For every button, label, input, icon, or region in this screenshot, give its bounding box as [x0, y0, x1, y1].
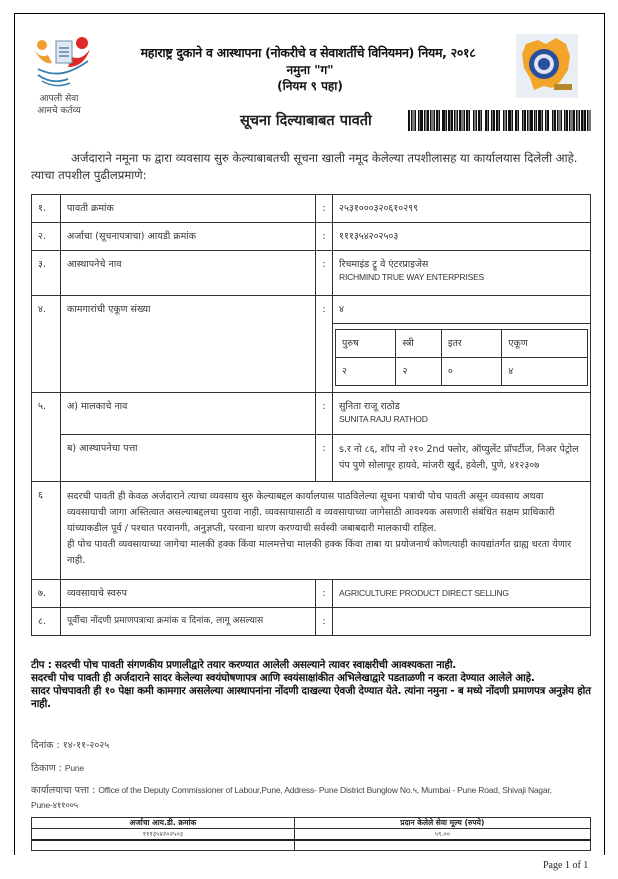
row-number: ८.	[32, 608, 61, 636]
aaple-sarkar-logo-icon	[30, 33, 100, 93]
application-id: १११३५४२०२५०३	[333, 223, 591, 251]
intro-text: अर्जदाराने नमूना फ द्वारा व्यवसाय सुरु केल्याबाबतची सूचना खाली नमूद केलेल्या तपशीलासह या कार्यालयास दिलेली आहे. त्याचा तपशील पुढीलप्रमाणे:	[31, 151, 578, 182]
workers-total-count: ४	[502, 358, 588, 386]
row-label: पावती क्रमांक	[61, 195, 316, 223]
fee-table	[31, 817, 591, 851]
business-nature: AGRICULTURE PRODUCT DIRECT SELLING	[333, 580, 591, 608]
logo-caption-line1: आपली सेवा	[39, 94, 79, 104]
maharashtra-labour-dept-emblem-icon	[516, 34, 578, 98]
establishment-address: s.र नो ८६, शॉप नो २१० 2nd फ्लोर, ऑप्युलेंट प्रॉपर्टीज, निअर पेट्रोल पंप पुणे सोलापूर हायवे, मांजरी खुर्द, हवेली, पुणे, ४१२३०७	[333, 435, 591, 482]
table-row	[32, 251, 591, 296]
row-number: ६	[32, 482, 61, 580]
fee-service-charge: ५९.००	[294, 829, 590, 840]
document-title: सूचना दिल्याबाबत पावती	[240, 113, 372, 129]
row-label: अ) मालकाचे नाव	[61, 393, 316, 435]
disclaimer-text-2: ही पोच पावती व्यवसायाच्या जागेचा मालकी हक्क किंवा मालमत्तेचा मालकी हक्क किंवा ताबा या प्रयोजनार्थ कोणत्याही कायद्यांतर्गत ग्राह्य धरता येणार नाही.	[67, 539, 572, 566]
office-address-value: Office of the Deputy Commissioner of Labour,Pune, Address- Pune District Bunglow No.५, Mumbai - Pune Road, Shivaji Nagar, Pune-४११००५	[31, 785, 552, 810]
date-field	[31, 738, 109, 751]
row-label: ब) आस्थापनेचा पत्ता	[61, 435, 316, 482]
logo-caption-line2: आमचे कर्तव्य	[37, 106, 81, 116]
workers-header-male: पुरुष	[336, 330, 396, 358]
workers-breakdown-table	[335, 329, 588, 386]
fee-header-row	[32, 818, 591, 829]
receipt-number: २५३१०००३२०६१०२९९	[333, 195, 591, 223]
workers-header-total: एकूण	[502, 330, 588, 358]
total-workers: ४	[333, 296, 591, 324]
row-separator: :	[316, 223, 333, 251]
row-label: कामगारांची एकूण संख्या	[61, 296, 316, 393]
workers-female-count: २	[396, 358, 441, 386]
fee-empty-row	[32, 840, 591, 851]
header-form-name: नमुना "ग"	[286, 63, 334, 77]
table-row	[32, 195, 591, 223]
page-number: Page 1 of 1	[543, 860, 589, 871]
fee-empty-cell	[294, 840, 590, 851]
workers-other-count: ०	[441, 358, 501, 386]
establishment-name-english: RICHMIND TRUE WAY ENTERPRISES	[339, 272, 485, 282]
row-separator: :	[316, 296, 333, 393]
office-address-label: कार्यालयाचा पत्ता :	[31, 785, 96, 796]
intro-paragraph	[31, 150, 597, 184]
owner-name-english: SUNITA RAJU RATHOD	[339, 414, 428, 424]
owner-name-marathi: सुनिता राजू राठोड	[339, 401, 400, 412]
workers-breakdown-cell	[333, 324, 591, 393]
row-separator: :	[316, 251, 333, 296]
table-row	[32, 393, 591, 435]
table-row	[32, 296, 591, 324]
workers-header-other: इतर	[441, 330, 501, 358]
workers-header-female: स्त्री	[396, 330, 441, 358]
row-label: आस्थापनेचे नाव	[61, 251, 316, 296]
office-address-field	[31, 783, 597, 813]
row-number: ४.	[32, 296, 61, 393]
establishment-name	[333, 251, 591, 296]
place-value: Pune	[64, 763, 84, 773]
row-label: व्यवसायाचे स्वरुप	[61, 580, 316, 608]
row-number: ५.	[32, 393, 61, 482]
previous-registration	[333, 608, 591, 636]
workers-value-row	[336, 358, 588, 386]
date-label: दिनांक :	[31, 740, 60, 751]
workers-header-row	[336, 330, 588, 358]
fee-value-row	[32, 829, 591, 840]
note-line-2: सदरची पोच पावती ही अर्जदाराने सादर केलेल्या स्वयंघोषणापत्र आणि स्वयंसाक्षांकीत अभिलेखाद्वारे पडताळणी न करता देण्यात आलेले आहे.	[31, 672, 535, 684]
row-label: अर्जाचा (सूचनापत्राचा) आयडी क्रमांक	[61, 223, 316, 251]
header-rule-ref: (नियम ९ पहा)	[277, 79, 343, 93]
place-field	[31, 761, 84, 774]
fee-application-id: १११३५४२०२५०३	[32, 829, 295, 840]
details-table	[31, 194, 591, 636]
workers-male-count: २	[336, 358, 396, 386]
row-number: २.	[32, 223, 61, 251]
fee-header-application-id: अर्जाचा आय.डी. क्रमांक	[32, 818, 295, 829]
disclaimer-text-1: सदरची पावती ही केवळ अर्जदाराने त्याचा व्यवसाय सुरु केल्याबद्दल कार्यालयास पाठविलेल्या सूचना पत्राची पोच पावती असून व्यवसाय अथवा व्यवसायाची जागा अस्तित्वात असल्याबद्दलचा पुरावा नाही. व्यवसायासाठी व व्यवसायाच्या जागेसाठी आवश्यक असणारी संबंधित सक्षम प्राधिकारी यांच्याकडील पूर्व / पश्चात परवानगी, अनुज्ञप्ती, परवाना धारण करण्याची सर्वस्वी जबाबदारी मालकाची राहिल.	[67, 491, 555, 534]
row-separator: :	[316, 435, 333, 482]
note-section	[31, 659, 597, 711]
table-row	[32, 223, 591, 251]
barcode-bar	[588, 110, 591, 131]
note-line-1: टीप : सदरची पोच पावती संगणकीय प्रणालीद्वारे तयार करण्यात आलेली असल्याने त्यावर स्वाक्षरीची आवश्यकता नाही.	[31, 659, 457, 671]
note-line-3: सादर पोचपावती ही १० पेक्षा कमी कामगार असलेल्या आस्थापनांना नोंदणी दाखल्या ऐवजी देण्यात येते. त्यांना नमुना - ब मध्ये नोंदणी प्रमाणपत्र अनुज्ञेय होत नाही.	[31, 685, 591, 710]
row-separator: :	[316, 195, 333, 223]
place-label: ठिकाण :	[31, 763, 62, 774]
date-value: १४-११-२०२५	[62, 740, 110, 751]
table-row	[32, 482, 591, 580]
establishment-name-marathi: रिचमाइंड ट्रू वे एंटरप्राइजेस	[339, 259, 429, 270]
row-separator: :	[316, 393, 333, 435]
owner-name	[333, 393, 591, 435]
row-separator: :	[316, 580, 333, 608]
row-label: पूर्वीचा नोंदणी प्रमाणपत्राचा क्रमांक व दिनांक, लागू असल्यास	[61, 608, 316, 636]
labour-dept-emblem	[516, 34, 578, 98]
table-row	[32, 580, 591, 608]
row-number: १.	[32, 195, 61, 223]
row-separator: :	[316, 608, 333, 636]
fee-header-service-charge: प्रदान केलेले सेवा मूल्य (रुपये)	[294, 818, 590, 829]
header-act-title: महाराष्ट्र दुकाने व आस्थापना (नोकरीचे व सेवाशर्तीचे विनियमन) नियम, २०१८	[140, 45, 476, 60]
fee-empty-cell	[32, 840, 295, 851]
table-row	[32, 608, 591, 636]
table-row	[32, 435, 591, 482]
row-number: ३.	[32, 251, 61, 296]
disclaimer-cell	[61, 482, 591, 580]
barcode	[408, 110, 591, 131]
row-number: ७.	[32, 580, 61, 608]
